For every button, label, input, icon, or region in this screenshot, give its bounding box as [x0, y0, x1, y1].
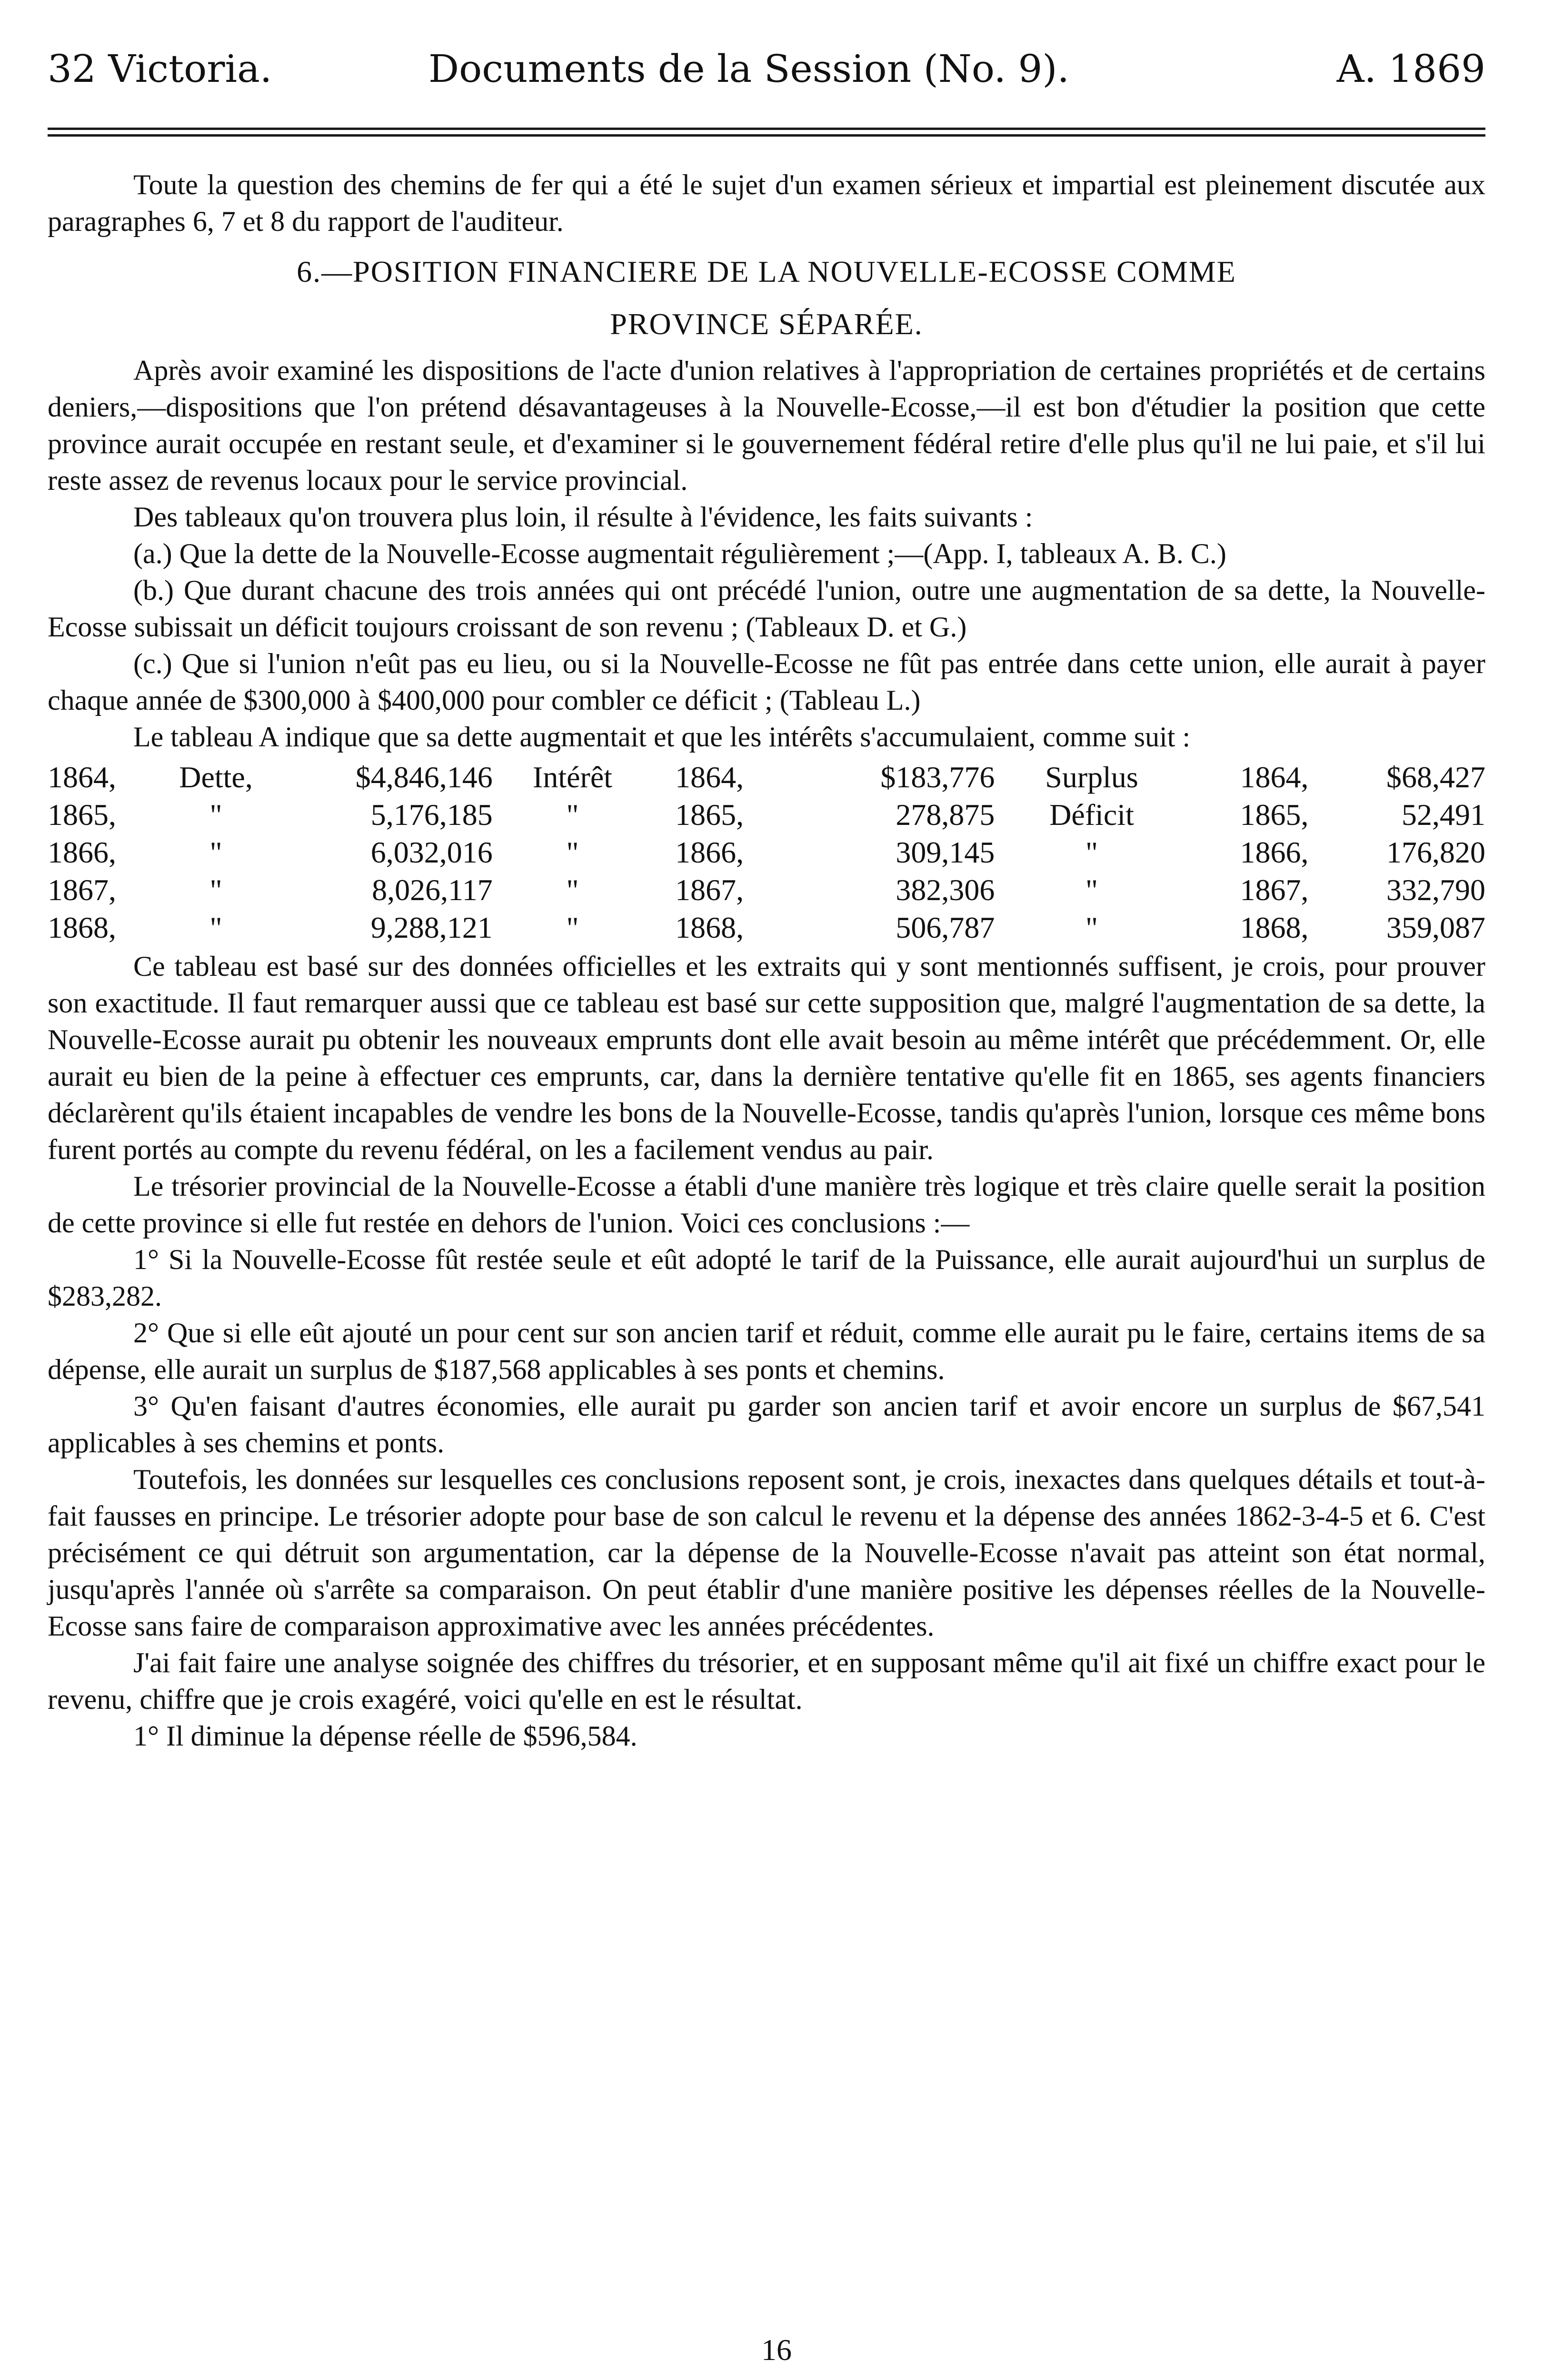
table-cell: " — [566, 835, 579, 869]
table-cell: 8,026,117 — [372, 873, 493, 907]
table-row — [48, 833, 1485, 871]
table-cell: 52,491 — [1402, 798, 1485, 832]
table-cell: 1867, — [48, 873, 116, 907]
table-cell: " — [566, 911, 579, 944]
table-cell: " — [566, 873, 579, 907]
table-cell: Dette, — [179, 760, 253, 794]
table-cell: 1864, — [675, 760, 744, 794]
table-cell: 359,087 — [1386, 911, 1485, 944]
intro-paragraph: Toute la question des chemins de fer qui a été le sujet d'un examen sérieux et impartial est pleinement discutée aux paragraphes 6, 7 et 8 du rapport de l'auditeur. — [48, 169, 1485, 237]
table-cell: $68,427 — [1386, 760, 1485, 794]
table-cell: 9,288,121 — [370, 911, 493, 944]
table-cell: 1868, — [1240, 911, 1309, 944]
fact-c: (c.) Que si l'union n'eût pas eu lieu, ou si la Nouvelle-Ecosse ne fût pas entrée dans cette union, elle aurait à payer chaque année de $300,000 à $400,000 pour combler ce déficit ; (Tableau L.) — [48, 648, 1485, 716]
header-title: Documents de la Session (No. 9). — [428, 47, 1070, 91]
table-cell: 332,790 — [1386, 873, 1485, 907]
header-year: A. 1869 — [1336, 47, 1485, 91]
table-cell: 1867, — [1240, 873, 1309, 907]
table-cell: " — [1085, 835, 1098, 869]
table-cell: 278,875 — [896, 798, 995, 832]
table-cell: 1866, — [1240, 835, 1309, 869]
table-cell: " — [209, 798, 222, 832]
header-volume: 32 Victoria. — [48, 47, 272, 91]
table-cell: $4,846,146 — [355, 760, 493, 794]
section-heading — [48, 246, 1485, 350]
conclusion-2: 2° Que si elle eût ajouté un pour cent sur son ancien tarif et réduit, comme elle aurait pu le faire, certains items de sa dépense, elle aurait un surplus de $187,568 applicables à ses ponts et chemins. — [48, 1317, 1485, 1385]
table-cell: 176,820 — [1386, 835, 1485, 869]
table-cell: Surplus — [1045, 760, 1138, 794]
table-cell: 382,306 — [896, 873, 995, 907]
table-cell: Déficit — [1049, 798, 1134, 832]
table-cell: 1865, — [675, 798, 744, 832]
table-cell: 309,145 — [896, 835, 995, 869]
table-cell: 1868, — [48, 911, 116, 944]
header-rule-bottom — [48, 134, 1485, 137]
table-cell: 1865, — [1240, 798, 1309, 832]
paragraph: Le tableau A indique que sa dette augmentait et que les intérêts s'accumulaient, comme suit : — [133, 721, 1191, 753]
conclusion-1: 1° Si la Nouvelle-Ecosse fût restée seule et eût adopté le tarif de la Puissance, elle aurait aujourd'hui un surplus de $283,282. — [48, 1244, 1485, 1312]
table-row — [48, 909, 1485, 946]
page-number: 16 — [761, 2333, 792, 2367]
fact-b: (b.) Que durant chacune des trois années qui ont précédé l'union, outre une augmentation de sa dette, la Nouvelle-Ecosse subissait un déficit toujours croissant de son revenu ; (Tableaux D. et G.) — [48, 575, 1485, 643]
conclusion-3: 3° Qu'en faisant d'autres économies, elle aurait pu garder son ancien tarif et avoir encore un surplus de $67,541 applicables à ses chemins et ponts. — [48, 1390, 1485, 1458]
table-cell: 1866, — [48, 835, 116, 869]
table-cell: " — [209, 911, 222, 944]
table-cell: " — [1085, 911, 1098, 944]
table-cell: " — [209, 835, 222, 869]
table-cell: 1865, — [48, 798, 116, 832]
table-cell: 6,032,016 — [370, 835, 493, 869]
table-cell: 506,787 — [896, 911, 995, 944]
section-heading-line1: 6.—POSITION FINANCIERE DE LA NOUVELLE-ECOSSE COMME — [297, 255, 1236, 288]
table-row — [48, 796, 1485, 833]
table-cell: 1867, — [675, 873, 744, 907]
table-cell: " — [566, 798, 579, 832]
paragraph: Toutefois, les données sur lesquelles ces conclusions reposent sont, je crois, inexactes dans quelques détails et tout-à-fait fausses en principe. Le trésorier adopte pour base de son calcul le revenu et la dépense des années 1862-3-4-5 et 6. C'est précisément ce qui détruit son argumentation, car la dépense de la Nouvelle-Ecosse n'avait pas atteint son état normal, jusqu'après l'année où s'arrête sa comparaison. On peut établir d'une manière positive les dépenses réelles de la Nouvelle-Ecosse sans faire de comparaison approximative avec les années précédentes. — [48, 1464, 1485, 1642]
section-heading-line2: PROVINCE SÉPARÉE. — [610, 307, 923, 341]
paragraph: Le trésorier provincial de la Nouvelle-Ecosse a établi d'une manière très logique et très claire quelle serait la position de cette province si elle fut restée en dehors de l'union. Voici ces conclusions :— — [48, 1170, 1485, 1239]
table-cell: 1864, — [1240, 760, 1309, 794]
running-header — [48, 38, 1485, 100]
table-cell: " — [1085, 873, 1098, 907]
paragraph: Des tableaux qu'on trouvera plus loin, il résulte à l'évidence, les faits suivants : — [133, 501, 1033, 533]
body-text — [48, 167, 1485, 1755]
table-cell: 1864, — [48, 760, 116, 794]
header-rule-top — [48, 128, 1485, 130]
table-cell: Intérêt — [533, 760, 612, 794]
table-cell: " — [209, 873, 222, 907]
paragraph: Ce tableau est basé sur des données officielles et les extraits qui y sont mentionnés suffisent, je crois, pour prouver son exactitude. Il faut remarquer aussi que ce tableau est basé sur cette supposition que, malgré l'augmentation de sa dette, la Nouvelle-Ecosse aurait pu obtenir les nouveaux emprunts dont elle avait besoin au même intérêt que précédemment. Or, elle aurait eu bien de la peine à effectuer ces emprunts, car, dans la dernière tentative qu'elle fit en 1865, ses agents financiers déclarèrent qu'ils étaient incapables de vendre les bons de la Nouvelle-Ecosse, tandis qu'après l'union, lorsque ces même bons furent portés au compte du revenu fédéral, on les a facilement vendus au pair. — [48, 951, 1485, 1165]
table-cell: $183,776 — [880, 760, 995, 794]
table-cell: 5,176,185 — [370, 798, 493, 832]
table-cell: 1866, — [675, 835, 744, 869]
paragraph: J'ai fait faire une analyse soignée des chiffres du trésorier, et en supposant même qu'il ait fixé un chiffre exact pour le revenu, chiffre que je crois exagéré, voici qu'elle en est le résultat. — [48, 1647, 1485, 1715]
paragraph: Après avoir examiné les dispositions de l'acte d'union relatives à l'appropriation de certaines propriétés et de certains deniers,—dispositions que l'on prétend désavantageuses à la Nouvelle-Ecosse,—il est bon d'étudier la position que cette province aurait occupée en restant seule, et d'examiner si le gouvernement fédéral retire d'elle plus qu'il ne lui paie, et s'il lui reste assez de revenus locaux pour le service provincial. — [48, 355, 1485, 496]
final-point: 1° Il diminue la dépense réelle de $596,584. — [133, 1720, 637, 1752]
fact-a: (a.) Que la dette de la Nouvelle-Ecosse augmentait régulièrement ;—(App. I, tableaux A. B. C.) — [133, 538, 1226, 569]
table-row — [48, 871, 1485, 909]
table-row — [48, 758, 1485, 796]
table-cell: 1868, — [675, 911, 744, 944]
debt-table — [48, 758, 1485, 946]
